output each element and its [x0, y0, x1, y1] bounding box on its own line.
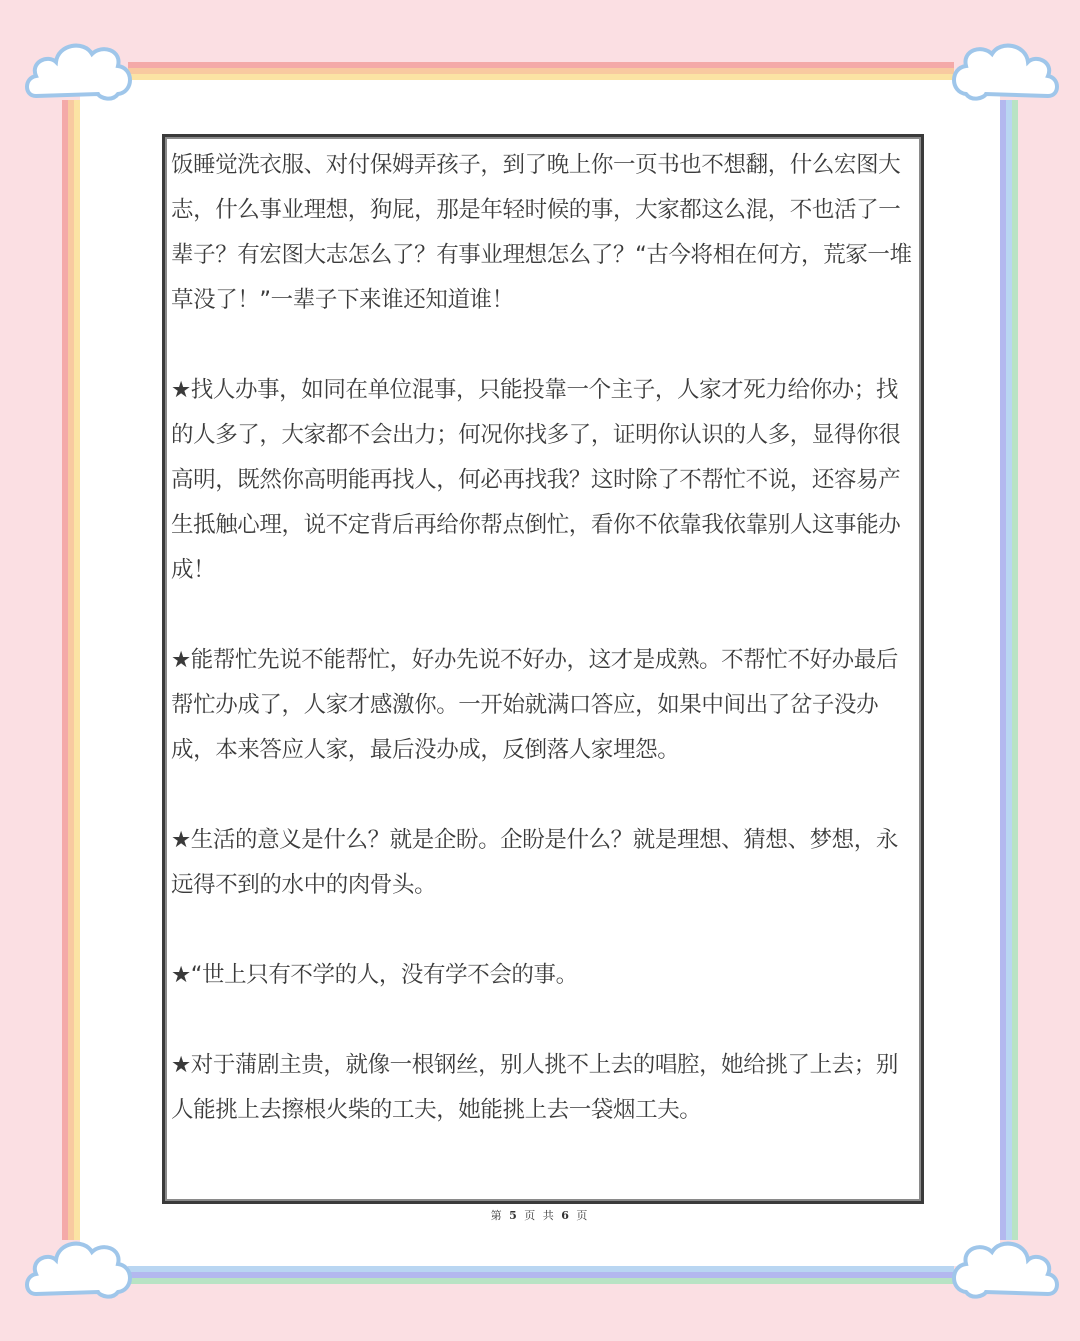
footer-suffix: 页	[576, 1209, 590, 1222]
rainbow-stripe-right	[1000, 100, 1018, 1240]
current-page: 5	[509, 1209, 519, 1222]
cloud-icon	[946, 36, 1062, 108]
paragraph: ★“世上只有不学的人，没有学不会的事。	[171, 962, 578, 988]
rainbow-stripe-bottom	[128, 1266, 954, 1284]
paragraph: ★找人办事，如同在单位混事，只能投靠一个主子，人家才死力给你办；找的人多了，大家都不会出力；何况你找多了，证明你认识的人多，显得你很高明，既然你高明能再找人，何必再找我？这时除了不帮忙不说，还容易产生抵触心理，说不定背后再给你帮点倒忙，看你不依靠我依靠别人这事能办成！	[171, 377, 901, 583]
cloud-icon	[22, 36, 138, 108]
paragraph: ★能帮忙先说不能帮忙，好办先说不好办，这才是成熟。不帮忙不好办最后帮忙办成了，人家才感激你。一开始就满口答应，如果中间出了岔子没办成，本来答应人家，最后没办成，反倒落人家埋怨。	[171, 647, 898, 763]
page-number	[0, 1207, 1080, 1223]
cloud-icon	[946, 1232, 1062, 1304]
total-pages: 6	[561, 1209, 571, 1222]
footer-middle: 页 共	[524, 1209, 556, 1222]
footer-prefix: 第	[490, 1209, 504, 1222]
paragraph: ★生活的意义是什么？就是企盼。企盼是什么？就是理想、猜想、梦想，永远得不到的水中的肉骨头。	[171, 827, 898, 898]
paragraph: 饭睡觉洗衣服、对付保姆弄孩子，到了晚上你一页书也不想翻，什么宏图大志，什么事业理想，狗屁，那是年轻时候的事，大家都这么混，不也活了一辈子？有宏图大志怎么了？有事业理想怎么了？“古今将相在何方，荒冢一堆草没了！”一辈子下来谁还知道谁！	[171, 152, 912, 313]
cloud-icon	[22, 1232, 138, 1304]
rainbow-stripe-left	[62, 100, 80, 1240]
rainbow-stripe-top	[128, 62, 954, 80]
paragraph: ★对于蒲剧主贵，就像一根钢丝，别人挑不上去的唱腔，她给挑了上去；别人能挑上去擦根火柴的工夫，她能挑上去一袋烟工夫。	[171, 1052, 898, 1123]
document-body	[171, 143, 919, 1178]
